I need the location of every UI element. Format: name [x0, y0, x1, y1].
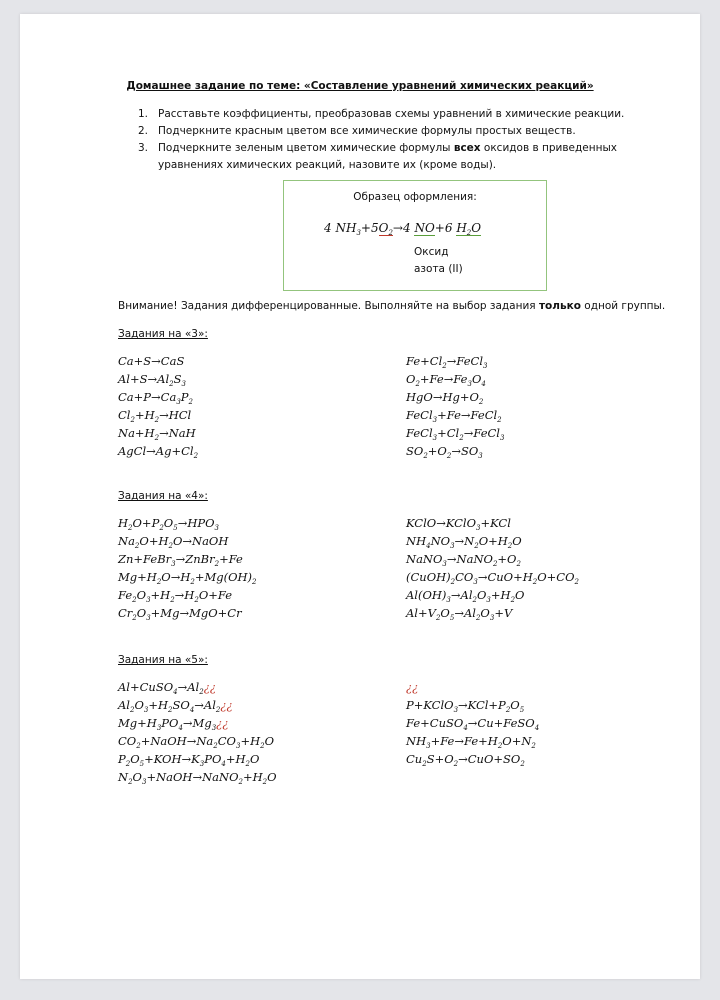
task-number: 2.	[138, 125, 149, 137]
equation: $Al+V_2O_5\to Al_2O_3+V$	[406, 606, 513, 622]
equation: $Fe+Cl_2\to FeCl_3$	[406, 354, 488, 370]
equation: $Ca+P\to Ca_3P_2$	[118, 390, 194, 406]
sample-caption: Образец оформления:	[353, 191, 477, 203]
equation: $Mg+H_3PO_4\to Mg_3¿¿$	[118, 716, 229, 732]
warning-text: Внимание! Задания дифференцированные. Выполняйте на выбор задания только одной группы.	[118, 300, 666, 312]
equation: $Cl_2+H_2\to HCl$	[118, 408, 192, 424]
equation: $Fe_2O_3+H_2\to H_2O+Fe$	[118, 588, 233, 604]
equation: $SO_2+O_2\to SO_3$	[406, 444, 483, 460]
equation: $O_2+Fe\to Fe_3O_4$	[406, 372, 486, 388]
task-number: 3.	[138, 142, 149, 154]
equation: $Cu_2S+O_2\to CuO+SO_2$	[406, 752, 525, 768]
task-text: Подчеркните зеленым цветом химические формулы	[158, 142, 454, 154]
equation: $HgO\to Hg+O_2$	[406, 390, 484, 406]
equation: Fe+CuSO$_4$→Cu+FeSO$_4$	[406, 716, 540, 732]
equation: ¿¿	[406, 680, 419, 694]
sample-box	[283, 180, 547, 291]
underline-red-mark: $O_2$	[378, 221, 393, 237]
equation-list	[118, 514, 257, 622]
equation: $NH_3+Fe\to Fe+H_2O+N_2$	[406, 734, 536, 750]
equation: KClO→KClO$_3$+KCl	[406, 516, 511, 532]
task-list	[138, 106, 638, 174]
equation: $P+KClO_3\to KCl+P_2O_5$	[406, 698, 525, 714]
group-heading: Задания на «3»:	[118, 328, 208, 340]
equation: $Cr_2O_3+Mg\to MgO+Cr$	[118, 606, 242, 622]
task-item	[138, 106, 638, 123]
sample-note: Оксид азота (II)	[414, 246, 463, 275]
equation: $Al+S\to Al_2S_3$	[118, 372, 186, 388]
task-item	[138, 123, 638, 140]
equation: $Mg+H_2O\to H_2+Mg(OH)_2$	[118, 570, 257, 586]
equation: $AgCl\to Ag+Cl_2$	[118, 444, 199, 460]
equation: $Al+CuSO_4\to Al_2¿¿$	[118, 680, 217, 696]
equation: $NaNO_3\to NaNO_2+O_2$	[406, 552, 521, 568]
underline-green-mark: $H_2O$	[456, 221, 482, 237]
task-emphasis: всех	[453, 142, 481, 154]
equation-list	[118, 352, 198, 460]
equation: $NH_4NO_3\to N_2O+H_2O$	[406, 534, 522, 550]
equation: $N_2O_3+NaOH\to NaNO_2+H_2O$	[118, 770, 277, 786]
equation-list	[406, 678, 539, 768]
equation: $H_2O+P_2O_5\to HPO_3$	[118, 516, 219, 532]
equation: $(CuOH)_2CO_3\to CuO+H_2O+CO_2$	[406, 570, 579, 586]
equation-list	[406, 514, 579, 622]
document-title: Домашнее задание по теме: «Составление уравнений химических реакций»	[126, 80, 594, 92]
task-number: 1.	[138, 108, 149, 120]
sample-equation: 4 $NH_3+5O_2\to 4$ NO+6 $H_2O$	[324, 221, 482, 237]
equation: $P_2O_5+KOH\to K_3PO_4+H_2O$	[118, 752, 260, 768]
equation: FeCl$_3$+Fe→FeCl$_2$	[406, 408, 502, 424]
equation: $Na_2O+H_2O\to NaOH$	[118, 534, 229, 550]
equation: $Na+H_2\to NaH$	[118, 426, 196, 442]
equation: $CO_2+NaOH\to Na_2CO_3+H_2O$	[118, 734, 275, 750]
task-text: оксидов в приведенных уравнениях химических реакций, назовите их (кроме воды).	[158, 142, 617, 171]
equation: $Al(OH)_3\to Al_2O_3+H_2O$	[406, 588, 525, 604]
task-item	[138, 140, 638, 174]
underline-green-mark: NO	[414, 221, 435, 235]
equation: Ca+S→CaS	[118, 354, 185, 368]
task-text: Расставьте коэффициенты, преобразовав схемы уравнений в химические реакции.	[158, 108, 625, 120]
equation-list	[406, 352, 504, 460]
equation: $FeCl_3+Cl_2\to FeCl_3$	[406, 426, 505, 442]
equation-list	[118, 678, 277, 786]
equation: Zn+FeBr$_3$→ZnBr$_2$+Fe	[118, 552, 243, 568]
task-text: Подчеркните красным цветом все химические формулы простых веществ.	[158, 125, 576, 137]
equation: $Al_2O_3+H_2SO_4\to Al_2¿¿$	[118, 698, 233, 714]
group-heading: Задания на «4»:	[118, 490, 208, 502]
warning-emphasis: только	[538, 300, 581, 312]
document-page	[20, 14, 700, 979]
group-heading: Задания на «5»:	[118, 654, 208, 666]
